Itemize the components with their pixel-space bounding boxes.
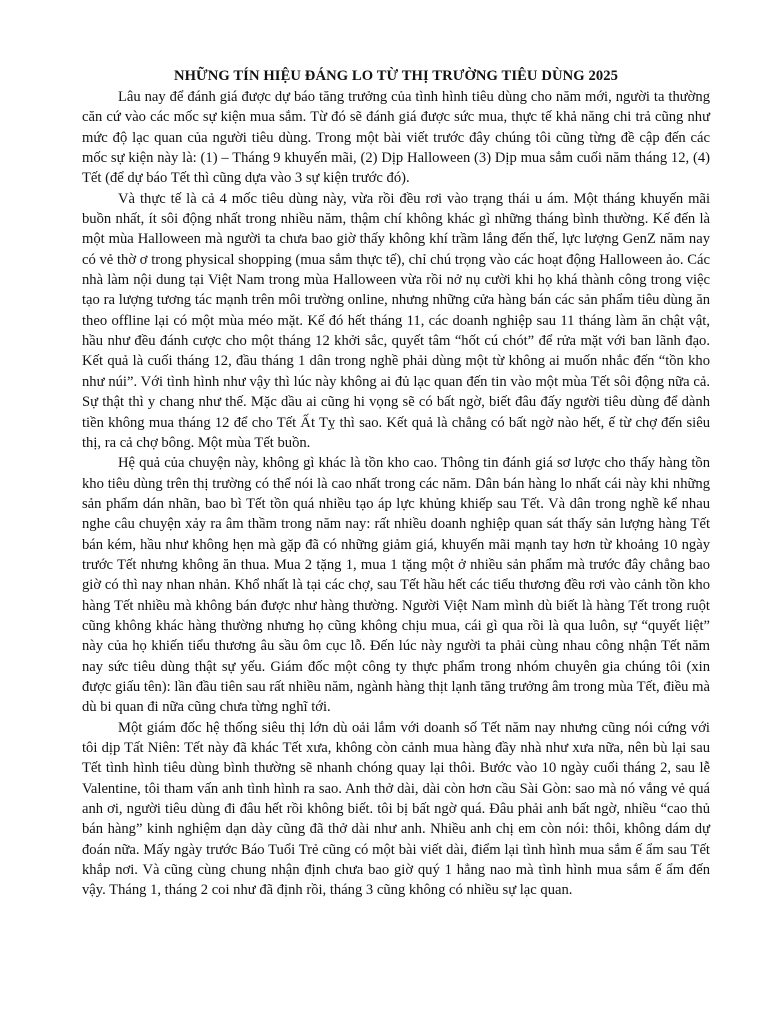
paragraph-4: Một giám đốc hệ thống siêu thị lớn dù oải lắm với doanh số Tết năm nay nhưng cũng nói cứng với tôi dịp Tất Niên: Tết này đã khác Tết xưa, không còn cảnh mua hàng đầy nhà như xưa nữa, nên bù lại sau Tết tình hình tiêu dùng bình thường sẽ nhanh chóng quay lại thôi. Bước vào 10 ngày cuối tháng 2, sau lễ Valentine, tôi tham vấn anh tình hình ra sao. Anh thở dài, dài còn hơn cầu Sài Gòn: sao mà nó vắng vẻ quá anh ơi, người tiêu dùng đi đâu hết rồi không biết. tôi bị bất ngờ quá. Đâu phải anh bất ngờ, nhiều “cao thủ bán hàng” kinh nghiệm dạn dày cũng đã thở dài như anh. Nhiều anh chị em còn nói: thôi, không dám dự đoán nữa. Mấy ngày trước Báo Tuổi Trẻ cũng có một bài viết dài, điểm lại tình hình mua sắm ế ẩm sau Tết khắp nơi. Và cũng cùng chung nhận định chưa bao giờ quý 1 hẳng nao mà tình hình mua sắm ế ẩm đến vậy. Tháng 1, tháng 2 coi như đã định rồi, tháng 3 cũng không có nhiều sự lạc quan. [82,719,710,899]
paragraph-3: Hệ quả của chuyện này, không gì khác là tồn kho cao. Thông tin đánh giá sơ lược cho thấy hàng tồn kho tiêu dùng trên thị trường có thể nói là cao nhất trong các năm. Dân bán hàng lo nhất cái này khi những sản phẩm dán nhãn, bao bì Tết tồn quá nhiều tạo áp lực khủng khiếp sau Tết. Và dân trong nghề kể nhau nghe câu chuyện xảy ra âm thầm trong năm nay: rất nhiều doanh nghiệp quan sát thấy sản lượng hàng Tết bán kém, hầu như không hẹn mà gặp đã có những giảm giá, khuyến mãi mạnh tay hơn từ khoảng 10 ngày trước Tết nhưng không ăn thua. Mua 2 tặng 1, mua 1 tặng một ở nhiều sản phẩm mà trước đây chẳng bao giờ có thì nay nhan nhản. Khổ nhất là tại các chợ, sau Tết hầu hết các tiểu thương đều rơi vào cảnh tồn kho hàng Tết nhiều mà không bán được như hàng thường. Người Việt Nam mình dù biết là hàng Tết trong ruột cũng không khác hàng thường nhưng họ cũng không chịu mua, cái gì qua rồi là qua luôn, sự “quyết liệt” này của họ khiến tiểu thương âu sầu ôm cục lỗ. Đến lúc này người ta phải cùng nhau công nhận Tết năm nay sức tiêu dùng thật sự yếu. Giám đốc một công ty thực phẩm trong nhóm chuyên gia chúng tôi (xin được giấu tên): lần đầu tiên sau rất nhiều năm, ngành hàng thịt lạnh tăng trưởng âm trong mùa Tết, điều mà dù bi quan đi nữa cũng chưa từng nghĩ tới. [82,455,710,716]
document-page [82,66,710,901]
paragraph-2: Và thực tế là cả 4 mốc tiêu dùng này, vừa rồi đều rơi vào trạng thái u ám. Một tháng khuyến mãi buồn nhất, ít sôi động nhất trong nhiều năm, thậm chí không khác gì những tháng bình thường. Kế đến là một mùa Halloween mà người ta chưa bao giờ thấy không khí trầm lắng đến thế, lực lượng GenZ năm nay có vẻ thờ ơ trong physical shopping (mua sắm thực tế), chỉ chú trọng vào các hoạt động Halloween ảo. Các nhà làm nội dung tại Việt Nam trong mùa Halloween vừa rồi nở nụ cười khi họ khá thành công trong việc tạo ra lượng tương tác mạnh trên môi trường online, nhưng những cửa hàng bán các sản phẩm tiêu dùng ăn theo offline lại có một mùa méo mặt. Kế đó hết tháng 11, các doanh nghiệp sau 11 tháng làm ăn chật vật, hầu như đều đánh cược cho một tháng 12 khởi sắc, quyết tâm “hốt cú chót” để rửa mặt với ban lãnh đạo. Kết quả là cuối tháng 12, đầu tháng 1 dân trong nghề phải dùng một từ không ai muốn nhắc đến “tồn kho như núi”. Với tình hình như vậy thì lúc này không ai đủ lạc quan đến tin vào một mùa Tết sôi động nữa cả. Sự thật thì y chang như thế. Mặc dầu ai cũng hi vọng sẽ có bất ngờ, biết đâu đấy người tiêu dùng để dành tiền không mua tháng 12 để cho Tết Ất Tỵ thì sao. Kết quả là chẳng có bất ngờ nào hết, ế từ chợ đến siêu thị, ra cả chợ bông. Một mùa Tết buồn. [82,190,710,451]
paragraph-1: Lâu nay để đánh giá được dự báo tăng trưởng của tình hình tiêu dùng cho năm mới, người ta thường căn cứ vào các mốc sự kiện mua sắm. Từ đó sẽ đánh giá được sức mua, thực tế khả năng chi trả cũng như mức độ lạc quan của người tiêu dùng. Trong một bài viết trước đây chúng tôi cũng từng đề cập đến các mốc sự kiện này là: (1) – Tháng 9 khuyến mãi, (2) Dịp Halloween (3) Dịp mua sắm cuối năm tháng 12, (4) Tết (để dự báo Tết thì cũng dựa vào 3 sự kiện trước đó). [82,89,710,187]
document-title: NHỮNG TÍN HIỆU ĐÁNG LO TỪ THỊ TRƯỜNG TIÊU DÙNG 2025 [173,68,619,84]
